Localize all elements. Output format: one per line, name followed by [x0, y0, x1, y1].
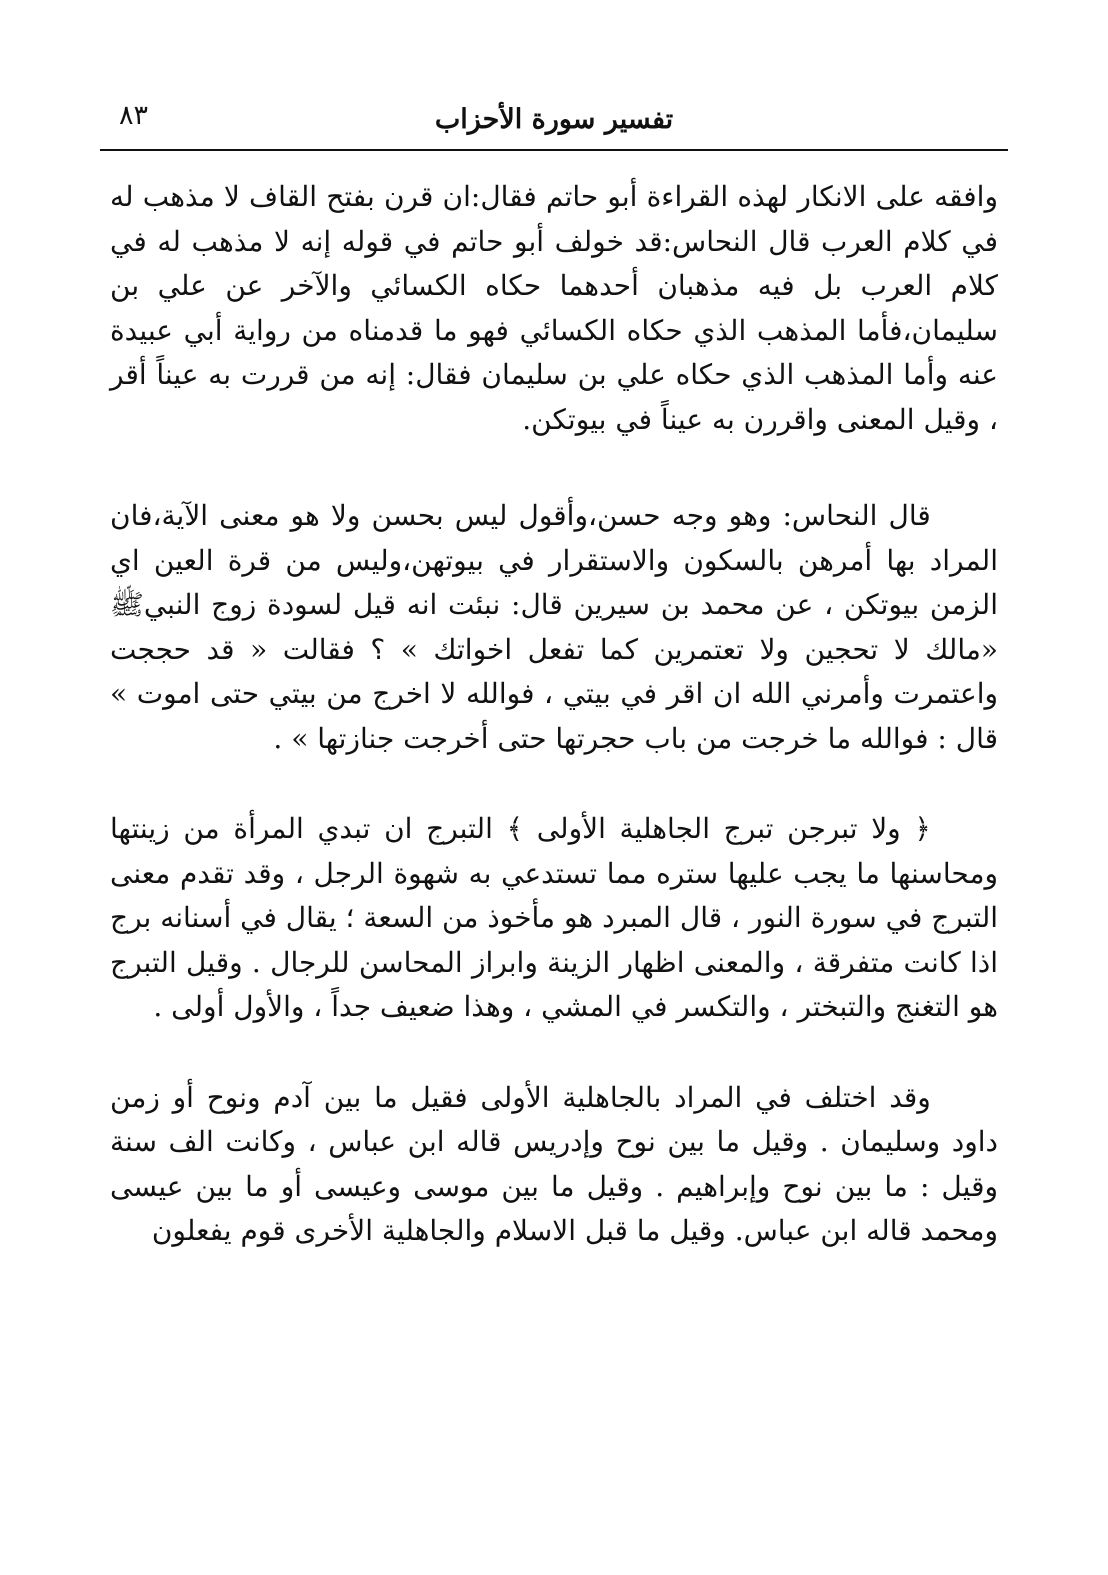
paragraph-4: وقد اختلف في المراد بالجاهلية الأولى فقيل ما بين آدم ونوح أو زمن داود وسليمان . وقيل ما بين نوح وإدريس قاله ابن عباس ، وكانت الف سنة وقيل : ما بين نوح وإبراهيم . وقيل ما بين موسى وعيسى أو ما بين عيسى ومحمد قاله ابن عباس. وقيل ما قبل الاسلام والجاهلية الأخرى قوم يفعلون — [110, 1080, 998, 1247]
paragraph-3: ﴿ ولا تبرجن تبرج الجاهلية الأولى ﴾ التبرج ان تبدي المرأة من زينتها ومحاسنها ما يجب عليها ستره مما تستدعي به شهوة الرجل ، وقد تقدم معنى التبرج في سورة النور ، قال المبرد هو مأخوذ من السعة ؛ يقال في أسنانه برج اذا كانت متفرقة ، والمعنى اظهار الزينة وابراز المحاسن للرجال . وقيل التبرج هو التغنج والتبختر ، والتكسر في المشي ، وهذا ضعيف جداً ، والأول أولى . — [110, 812, 998, 1023]
paragraph-2: قال النحاس: وهو وجه حسن،وأقول ليس بحسن ولا هو معنى الآية،فان المراد بها أمرهن بالسكون والاستقرار في بيوتهن،وليس من قرة العين اي الزمن بيوتكن ، عن محمد بن سيرين قال: نبئت انه قيل لسودة زوج النبيﷺ «مالك لا تحجين ولا تعتمرين كما تفعل اخواتك » ؟ فقالت « قد حججت واعتمرت وأمرني الله ان اقر في بيتي ، فوالله لا اخرج من بيتي حتى اموت » قال : فوالله ما خرجت من باب حجرتها حتى أخرجت جنازتها » . — [110, 499, 998, 755]
page-number: ٨٣ — [119, 100, 149, 131]
paragraph-1: وافقه على الانكار لهذه القراءة أبو حاتم فقال:ان قرن بفتح القاف لا مذهب له في كلام العرب قال النحاس:قد خولف أبو حاتم في قوله إنه لا مذهب له في كلام العرب بل فيه مذهبان أحدهما حكاه الكسائي والآخر عن علي بن سليمان،فأما المذهب الذي حكاه الكسائي فهو ما قدمناه من رواية أبي عبيدة عنه وأما المذهب الذي حكاه علي بن سليمان فقال: إنه من قررت به عيناً أقر ، وقيل المعنى واقررن به عيناً في بيوتكن. — [110, 180, 998, 436]
body-text — [110, 175, 998, 1254]
running-header — [105, 96, 1003, 146]
header-title: تفسير سورة الأحزاب — [434, 104, 674, 135]
header-divider — [100, 149, 1008, 151]
